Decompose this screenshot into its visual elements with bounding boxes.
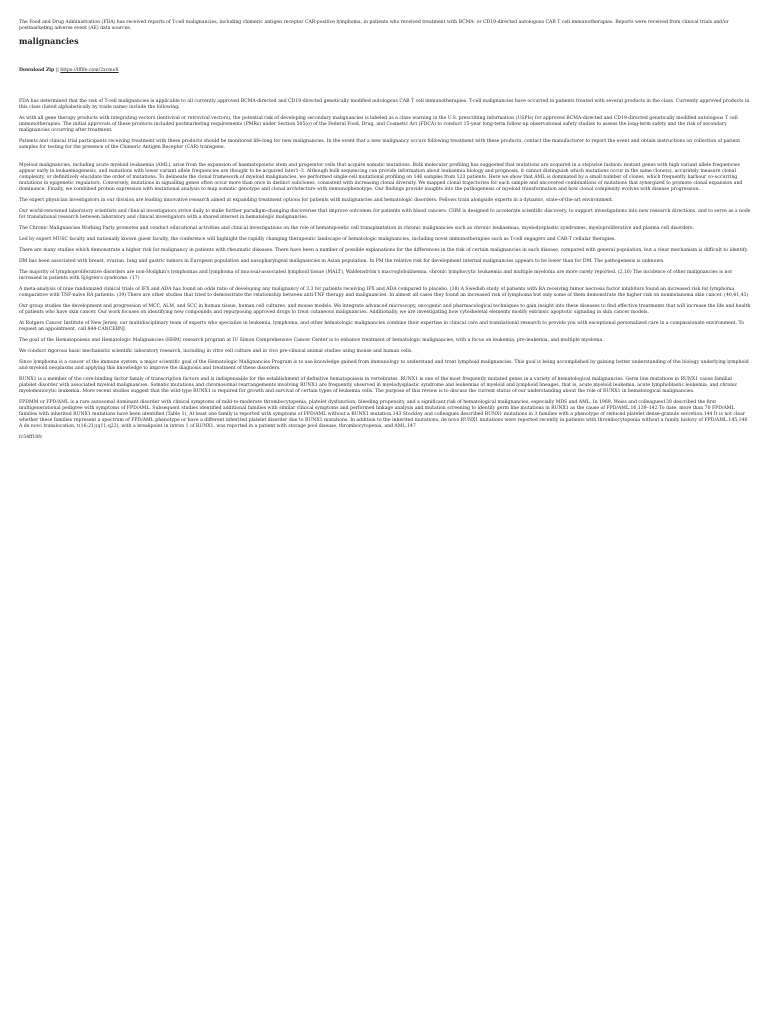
body-paragraph: FDA has determined that the risk of T-cell malignancies is applicable to all currently approved BCMA-directed and CD19-directed genetically modified autologous CAR T cell immunotherapies. T-cell malignancies have occurred in patients treated with several products in the class. Currently approved products in this class (listed alphabetically by trade name) include the following: (19, 99, 750, 110)
body-paragraph: As with all gene therapy products with integrating vectors (lentiviral or retroviral vectors), the potential risk of developing secondary malignancies is labeled as a class warning in the U.S. prescribing information (USPIs) for approved BCMA-directed and CD19-directed genetically modified autologous T cell immunotherapies. The initial approvals of these products included postmarketing requirements (PMRs) under Section 505(o) of the Federal Food, Drug, and Cosmetic Act (FDCA) to conduct 15-year long-term follow-up observational safety studies to assess the long-term safety and the risk of secondary malignancies occurring after treatment. (19, 116, 738, 133)
download-separator: || (54, 68, 61, 73)
download-line (19, 68, 751, 74)
body-paragraph: Our world-renowned laboratory scientists and clinical investigators strive daily to make further paradigm-changing discoveries that improve outcomes for patients with blood cancers. CHM is designed to accelerate scientific discovery, to support investigations into new research directions, and to serve as a node for translational research between laboratory and clinical investigators with a shared interest in hematologic malignancies. (19, 209, 751, 220)
body-paragraph: FPDMM or FPD/AML is a rare autosomal dominant disorder with clinical symptoms of mild-to-moderate thrombocytopenia, platelet dysfunction, bleeding propensity, and a significant risk of hematological malignancies, especially MDS and AML. In 1969, Weiss and colleagues138 described the first multigenerational pedigree with symptoms of FPD/AML. Subsequent studies identified additional families with similar clinical symptoms and performed linkage analysis and mutation screening to identify germ line mutations in RUNX1 as the cause of FPD/AML.16,139–142 To date, more than 70 FPD/AML families with inherited RUNX1 mutations have been identified (Table 1). At least one family is reported with symptoms of FPD/AML without a RUNX1 mutation.143 Stockley and colleagues described RUNX1 mutations in 3 families with a phenotype of reduced platelet dense-granule secretion.144 It is not clear whether these families represent a spectrum of FPD/AML phenotype or have a different inherited platelet disorder due to RUNX1 mutations. In addition to the inherited mutations, de novo RUNX1 mutations were reported recently in patients with thrombocytopenia without a family history of FPD/AML.145,146 A de novo translocation, t(16;21)(q11;q22), with a breakpoint in intron 1 of RUNX1, was reported in a patient with storage pool disease, thrombocytopenia, and AML.147 (19, 400, 748, 429)
body-paragraph: The Chronic Malignancies Working Party promotes and conduct educational activities and clinical investigations on the role of hematopoietic cell transplantation in chronic malignancies such as chronic leukaemias, myelodysplastic syndromes, myeloproliferative and plasma cell disorders. (19, 226, 695, 231)
download-link[interactable]: https://lfflfe.com/2xcmoX (60, 68, 119, 73)
body-paragraph: Our group studies the development and progression of MCC, ALM, and SCC in human tissue, human cell cultures, and mouse models. We integrate advanced microscopy, oncogenic and pharmacological techniques to gain insight into these diseases to find effective treatments that will increase the life and health of patients who have skin cancer. Our work focuses on identifying new compounds and repurposing approved drugs to treat cutaneous malignancies. Additionally, we are investigating how cytoskeletal elements modify extrinsic apoptotic signaling in skin cancer models. (19, 304, 751, 315)
document-page (19, 20, 751, 446)
page-title: malignancies (19, 36, 79, 46)
body-paragraph: We conduct rigorous basic mechanistic scientific laboratory research, including in vitro cell culture and in vivo pre-clinical animal studies using mouse and human cells. (19, 349, 413, 354)
body-paragraph: The goal of the Hematopoiesis and Hematologic Malignancies (HHM) research program at IU Simon Comprehensive Cancer Center is to enhance treatment of hematologic malignancies, with a focus on leukemia, pre-leukemia, and multiple myeloma. (19, 338, 604, 343)
body-paragraph: A meta-analysis of nine randomized clinical trials of IFX and ADA has found an odds ratio of developing any malignancy of 3.3 for patients receiving IFX and ADA compared to placebo. (38) A Swedish study of patients with RA receiving tumor necrosis factor inhibitors found an increased risk for lymphoma comparative with TNF-naïve RA patients. (39) There are other studies that tried to demonstrate the relationship between anti-TNF therapy and malignancies. In almost all cases they found an increased risk of lymphoma but only some of them demonstrate the higher risk on nonmelanoma skin cancer. (40,41,43) (19, 287, 749, 298)
download-label: Download Zip (19, 68, 55, 73)
intro-paragraph: The Food and Drug Administration (FDA) has received reports of T-cell malignancies, including chimeric antigen receptor CAR-positive lymphoma, in patients who received treatment with BCMA- or CD19-directed autologous CAR T cell immunotherapies. Reports were received from clinical trials and/or postmarketing adverse event (AE) data sources. (19, 20, 729, 31)
body-paragraph: RUNX1 is a member of the core-binding factor family of transcription factors and is indispensable for the establishment of definitive hematopoiesis in vertebrates. RUNX1 is one of the most frequently mutated genes in a variety of hematological malignancies. Germ line mutations in RUNX1 cause familial platelet disorder with associated myeloid malignancies. Somatic mutations and chromosomal rearrangements involving RUNX1 are frequently observed in myelodysplastic syndrome and leukemias of myeloid and lymphoid lineages, that is, acute myeloid leukemia, acute lymphoblastic leukemia, and chronic myelomonocytic leukemia. More recent studies suggest that the wild-type RUNX1 is required for growth and survival of certain types of leukemia cells. The purpose of this review is to discuss the current status of our understanding about the role of RUNX1 in hematological malignancies. (19, 377, 738, 394)
body-paragraph: Myeloid malignancies, including acute myeloid leukaemia (AML), arise from the expansion of haematopoietic stem and progenitor cells that acquire somatic mutations. Bulk molecular profiling has suggested that mutations are acquired in a stepwise fashion: mutant genes with high variant allele frequencies appear early in leukaemogenesis, and mutations with lower variant allele frequencies are thought to be acquired later1–3. Although bulk sequencing can provide information about leukaemia biology and prognosis, it cannot distinguish which mutations occur in the same clone(s), accurately measure clonal complexity, or definitively elucidate the order of mutations. To delineate the clonal framework of myeloid malignancies, we performed single-cell mutational profiling on 146 samples from 123 patients. Here we show that AML is dominated by a small number of clones, which frequently harbour co-occurring mutations in epigenetic regulators. Conversely, mutations in signalling genes often occur more than once in distinct subclones, consistent with increasing clonal diversity. We mapped clonal trajectories for each sample and uncovered combinations of mutations that synergized to promote clonal expansion and dominance. Finally, we combined protein expression with mutational analysis to map somatic genotype and clonal architecture with immunophenotype. Our findings provide insights into the pathogenesis of myeloid transformation and how clonal complexity evolves with disease progression. (19, 163, 743, 192)
body-paragraph: DM has been associated with breast, ovarian, lung and gastric tumors in European population and nasopharyngeal malignancies in Asian population. In PM the relative risk for development internal malignancies appears to be lower than for DM. The pathogenesis is unknown. (19, 259, 665, 264)
body-paragraph: Led by expert MUSC faculty and nationally known guest faculty, the conference will highlight the rapidly changing therapeutic landscape of hematologic malignancies, including novel immunotherapies such as T-cell engagers and CAR-T cellular therapies. (19, 237, 616, 242)
body-paragraph: There are many studies which demonstrate a higher risk for malignancy in patients with rheumatic diseases. There have been a number of possible explanations for the differences in the risk of certain malignancies in each disease, compared with general population, but a clear mechanism is difficult to identify. (19, 248, 749, 253)
body-paragraph: Since lymphoma is a cancer of the immune system, a major scientific goal of the Hematologic Malignancies Program is to use knowledge gained from immunology to understand and treat lymphoid malignancies. This goal is being accomplished by gaining better understanding of the biology underlying lymphoid and myeloid neoplasms and applying this knowledge to improve the diagnosis and treatment of these disorders. (19, 360, 749, 371)
footer-code: fc54ff18fc (19, 435, 43, 440)
body-paragraph: Patients and clinical trial participants receiving treatment with these products should be monitored life-long for new malignancies. In the event that a new malignancy occurs following treatment with these products, contact the manufacturer to report the event and obtain instructions on collection of patient samples for testing for the presence of the Chimeric Antigen Receptor (CAR) transgene. (19, 139, 741, 150)
body-paragraph: The majority of lymphoproliferative disorders are non-Hodgkin's lymphomas and lymphoma of mucosal-associated lymphoid tissue (MALT), Waldenström's macroglobulinemia, chronic lymphocytic leukaemia and multiple myeloma are more rarely reported. (2,16) The incidence of other malignancies is not increased in patients with Sjögren's syndrome. (17) (19, 270, 733, 281)
body-paragraph: The expert physician investigators in our division are leading innovative research aimed at expanding treatment options for patients with malignancies and hematologic disorders. Fellows train alongside experts in a dynamic, state-of-the-art environment. (19, 198, 614, 203)
article-body (19, 99, 751, 430)
body-paragraph: At Rutgers Cancer Institute of New Jersey, our multidisciplinary team of experts who specialize in leukemia, lymphoma, and other hematologic malignancies combine their expertise in clinical care and translational research to provide you with exceptional personalized care in a compassionate environment. To request an appointment, call 844-CANCERNJ. (19, 321, 745, 332)
